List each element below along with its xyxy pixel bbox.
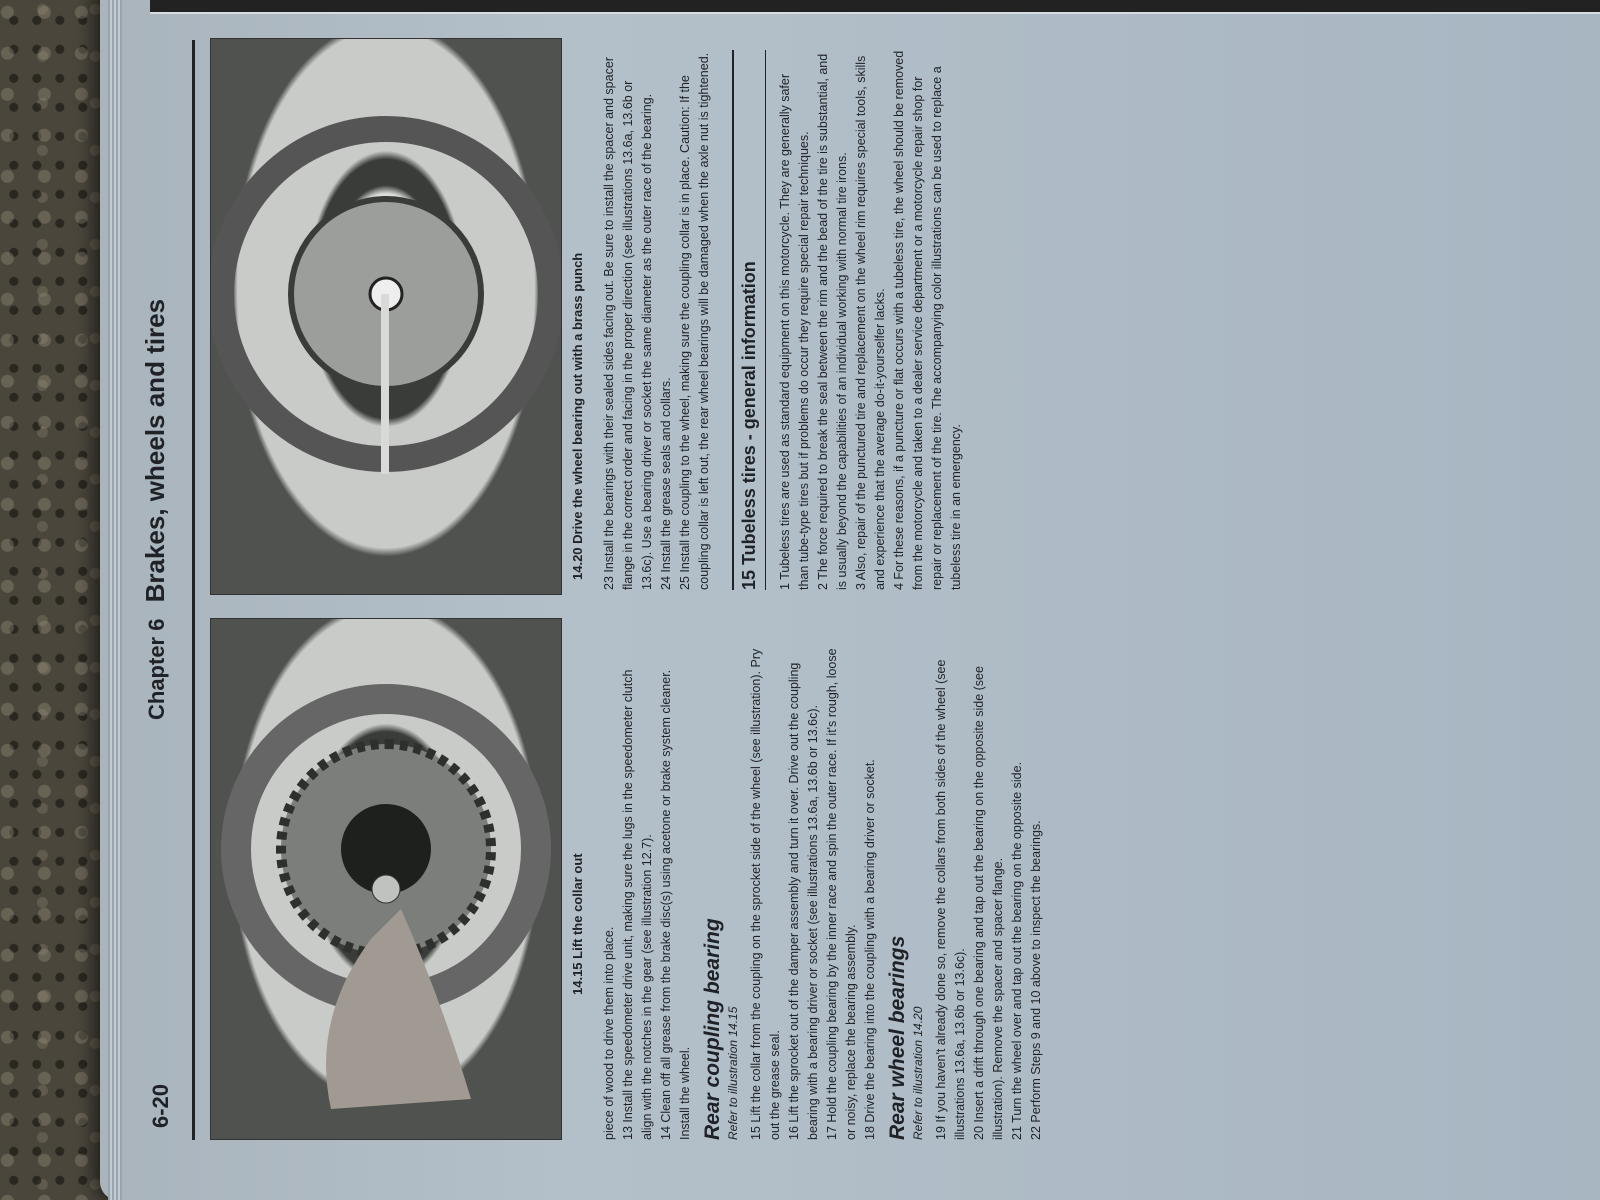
section-rule xyxy=(765,50,766,590)
page-header xyxy=(130,40,190,1140)
step-17: 17 Hold the coupling bearing by the inner race and spin the outer race. If it's rough, loose or noisy, replace the bearing assembly. xyxy=(825,648,858,1140)
illustration-reference: Refer to illustration 14.15 xyxy=(726,1006,740,1140)
collar xyxy=(372,875,400,903)
step-15: 15 Lift the collar from the coupling on the sprocket side of the wheel (see illustration). Pry out the grease seal. xyxy=(749,648,782,1140)
step-13: 13 Install the speedometer drive unit, making sure the lugs in the speedometer clutch align with the notches in the gear (see illustration 12.7). xyxy=(621,669,654,1140)
step-25: 25 Install the coupling to the wheel, making sure the coupling collar is in place. Caution: If the coupling collar is left out, the rear wheel bearings will be damaged when the axle nut is tightened. xyxy=(678,52,711,590)
illustration-reference: Refer to illustration 14.20 xyxy=(911,1006,925,1140)
step-18: 18 Drive the bearing into the coupling with a bearing driver or socket. xyxy=(863,759,877,1140)
subheading-rear-coupling-bearing: Rear coupling bearing xyxy=(701,918,724,1140)
book-page-edges xyxy=(108,0,122,1200)
step-19: 19 If you haven't already done so, remove the collars from both sides of the wheel (see illustrations 13.6a, 13.6b or 13.6c). xyxy=(934,659,967,1140)
section-paragraph-4: 4 For these reasons, if a puncture or flat occurs with a tubeless tire, the wheel should be removed from the motorcycle and taken to a dealer service department or a motorcycle repair shop for repair or replacement of the tire. The accompanying color illustrations can be used to replace a tubeless tire in an emergency. xyxy=(892,50,963,590)
step-21: 21 Turn the wheel over and tap out the bearing on the opposite side. xyxy=(1010,761,1024,1140)
figure-caption-14-20: 14.20 Drive the wheel bearing out with a brass punch xyxy=(570,252,585,580)
header-rule xyxy=(192,40,195,1140)
wheel-hub-illustration xyxy=(211,39,561,594)
chapter-label: Chapter 6 xyxy=(144,618,169,720)
step-14: 14 Clean off all grease from the brake disc(s) using acetone or brake system cleaner. Install the wheel. xyxy=(659,669,692,1140)
section-paragraph-2: 2 The force required to break the seal between the rim and the bead of the tire is substantial, and is usually beyond the capabilities of an individual working with normal tire irons. xyxy=(816,53,849,590)
step-24: 24 Install the grease seals and collars. xyxy=(659,377,673,590)
manual-page xyxy=(130,40,1390,1140)
facing-page-strip xyxy=(150,0,1600,14)
section-title-tubeless-tires: 15 Tubeless tires - general information xyxy=(739,261,759,590)
section-paragraph-3: 3 Also, repair of the punctured tire and replacement on the wheel rim requires special tools, skills and experience that the average do-it-yourselfer lacks. xyxy=(854,55,887,590)
step-23: 23 Install the bearings with their sealed sides facing out. Be sure to install the spacer and spacer flange in the correct order and facing in the proper direction (see illustrations 13.6a, 13.6b or 13.6c). Use a bearing driver or socket the same diameter as the outer race of the bearing. xyxy=(602,57,654,590)
section-paragraph-1: 1 Tubeless tires are used as standard equipment on this motorcycle. They are generally safer than tube-type tires but if problems do occur they require special repair techniques. xyxy=(778,73,811,590)
sprocket-wheel-illustration xyxy=(211,619,561,1139)
brass-punch xyxy=(381,294,389,474)
chapter-title: Brakes, wheels and tires xyxy=(140,298,170,603)
chapter-heading xyxy=(140,299,171,720)
section-rule xyxy=(732,50,734,590)
photo-collar-removal xyxy=(210,618,562,1140)
step-20: 20 Insert a drift through one bearing and tap out the bearing on the opposite side (see illustration). Remove the spacer and spacer flange. xyxy=(972,666,1005,1140)
page-number: 6-20 xyxy=(148,1083,173,1128)
photo-bearing-punch xyxy=(210,38,562,595)
right-text-column xyxy=(600,50,966,590)
paragraph: piece of wood to drive them into place. xyxy=(602,926,616,1140)
step-16: 16 Lift the sprocket out of the damper assembly and turn it over. Drive out the coupling bearing with a bearing driver or socket (see illustrations 13.6a, 13.6b or 13.6c). xyxy=(787,662,820,1140)
left-text-column xyxy=(600,640,1046,1140)
figure-caption-14-15: 14.15 Lift the collar out xyxy=(570,853,585,995)
subheading-rear-wheel-bearings: Rear wheel bearings xyxy=(886,935,909,1140)
step-22: 22 Perform Steps 9 and 10 above to inspect the bearings. xyxy=(1029,820,1043,1140)
